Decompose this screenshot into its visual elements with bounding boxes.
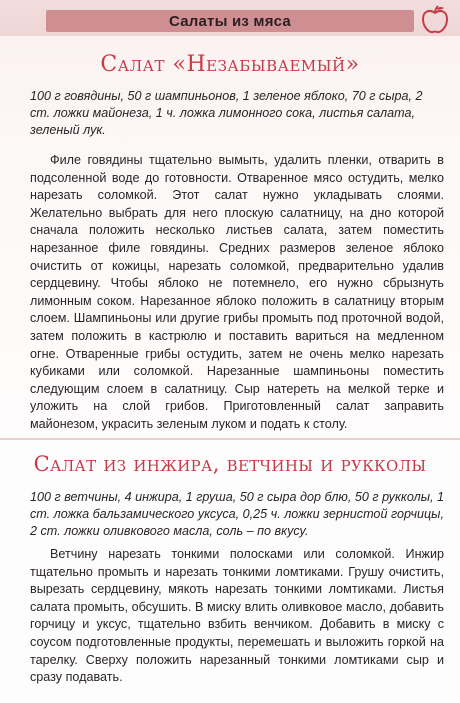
section-header xyxy=(46,10,414,32)
recipe-instructions: Ветчину нарезать тонкими полосками или соломкой. Инжир тщательно промыть и нарезать тонкими ломтиками. Грушу очистить, вырезать сердцевину, мякоть нарезать тонкими ломтиками. Листья салата промыть, обсушить. В миску влить оливковое масло, добавить горчицу и уксус, тщательно взбить венчиком. Добавить в миску с соусом подготовленные продукты, перемешать и выложить горкой на тарелку. Сверху положить нарезанный тонкими ломтиками сыр и сразу подавать. xyxy=(30,547,444,685)
recipe-title: Салат «Незабываемый» xyxy=(100,52,360,77)
recipe-ingredients: 100 г ветчины, 4 инжира, 1 груша, 50 г сыра дор блю, 50 г рукколы, 1 ст. ложка бальзамического уксуса, 0,25 ч. ложки зернистой горчицы, 2 ст. ложки оливкового масла, соль – по вкусу. xyxy=(30,490,444,538)
recipe-instructions: Филе говядины тщательно вымыть, удалить пленки, отварить в подсоленной воде до готовности. Отваренное мясо остудить, мелко нарезать соломкой. Этот салат нужно укладывать слоями. Желательно выбрать для него плоскую салатницу, на дно которой сначала положить несколько листьев салата, затем поместить нарезанное филе говядины. Средних размеров зеленое яблоко очистить от кожицы, нарезать соломкой, предварительно удалив сердцевину. Чтобы яблоко не потемнело, его нужно сбрызнуть лимонным соком. Нарезанное яблоко положить в салатницу вторым слоем. Шампиньоны или другие грибы промыть под проточной водой, затем положить в кастрюлю и поставить вариться на медленном огне. Отваренные грибы остудить, затем не очень мелко нарезать кубиками или соломкой. Нарезанные шампиньоны поместить следующим слоем в салатницу. Сыр натереть на мелкой терке и уложить на слой грибов. Приготовленный салат заправить майонезом, украсить зеленым луком и подать к столу. xyxy=(30,153,444,431)
recipe-ingredients: 100 г говядины, 50 г шампиньонов, 1 зеленое яблоко, 70 г сыра, 2 ст. ложки майонеза, 1 ч. ложка лимонного сока, листья салата, зеленый лук. xyxy=(30,89,423,137)
apple-icon xyxy=(420,4,450,36)
section-title: Салаты из мяса xyxy=(169,12,291,30)
recipe-title: Салат из инжира, ветчины и рукколы xyxy=(33,452,427,476)
